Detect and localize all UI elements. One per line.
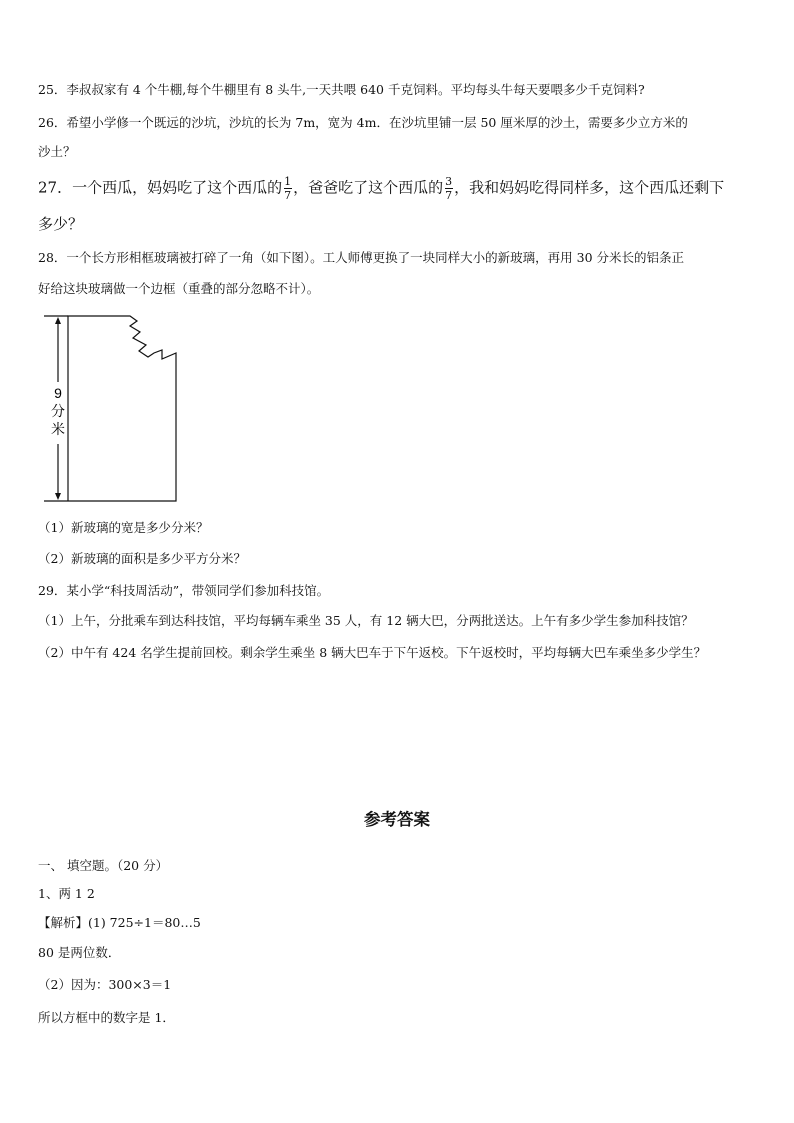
question-26-line-2: 沙土？ [38,144,76,159]
question-29-sub-1: （1）上午，分批乘车到达科技馆，平均每辆车乘坐 35 人，有 12 辆大巴，分两批送达。上午有多少学生参加科技馆？ [38,613,694,628]
answer-1: 1、两 1 2 [38,886,95,901]
fraction-three-sevenths [444,176,453,201]
q27-text-3: ，我和妈妈吃得同样多，这个西瓜还剩下 [454,178,725,197]
q27-text-1: 27．一个西瓜，妈妈吃了这个西瓜的 [38,178,283,197]
answers-section-heading: 一、 填空题。（20 分） [38,858,169,873]
question-27-line-2: 多少？ [38,215,84,233]
answers-title: 参考答案 [364,810,430,829]
question-28-sub-2: （2）新玻璃的面积是多少平方分米？ [38,551,246,566]
fraction-denominator: 7 [445,189,453,202]
question-27-line-1 [38,176,724,201]
question-28-line-1: 28．一个长方形相框玻璃被打碎了一角（如下图）。工人师傅更换了一块同样大小的新玻璃，再用 30 分米长的铝条正 [38,250,685,265]
question-29-sub-2: （2）中午有 424 名学生提前回校。剩余学生乘坐 8 辆大巴车于下午返校。下午返校时，平均每辆大巴车乘坐多少学生？ [38,645,707,660]
dimension-unit-1: 分 [51,404,65,420]
question-26-line-1: 26．希望小学修一个既远的沙坑，沙坑的长为 7m，宽为 4m．在沙坑里铺一层 50 厘米厚的沙土，需要多少立方米的 [38,115,688,130]
fraction-numerator: 1 [284,175,292,188]
broken-glass-figure [36,310,186,506]
answer-analysis: 【解析】(1) 725÷1＝80…5 [38,915,201,930]
dimension-unit-2: 米 [51,422,65,438]
question-29-intro: 29．某小学“科技周活动”，带领同学们参加科技馆。 [38,583,330,598]
answer-step-2: （2）因为：300×3＝1 [38,977,172,992]
q27-text-2: ，爸爸吃了这个西瓜的 [293,178,444,197]
question-28-line-2: 好给这块玻璃做一个边框（重叠的部分忽略不计）。 [38,281,320,296]
dimension-value: 9 [54,385,62,401]
glass-outline [68,316,176,501]
fraction-denominator: 7 [284,189,292,202]
answer-conclusion: 所以方框中的数字是 1． [38,1010,175,1025]
arrow-head-up-icon [55,317,61,324]
arrow-head-down-icon [55,493,61,500]
answer-note: 80 是两位数． [38,945,121,960]
question-28-sub-1: （1）新玻璃的宽是多少分米？ [38,520,209,535]
fraction-numerator: 3 [445,175,453,188]
question-25: 25．李叔叔家有 4 个牛棚,每个牛棚里有 8 头牛,一天共喂 640 千克饲料。平均每头牛每天要喂多少千克饲料? [38,82,645,97]
fraction-one-seventh [283,176,292,201]
